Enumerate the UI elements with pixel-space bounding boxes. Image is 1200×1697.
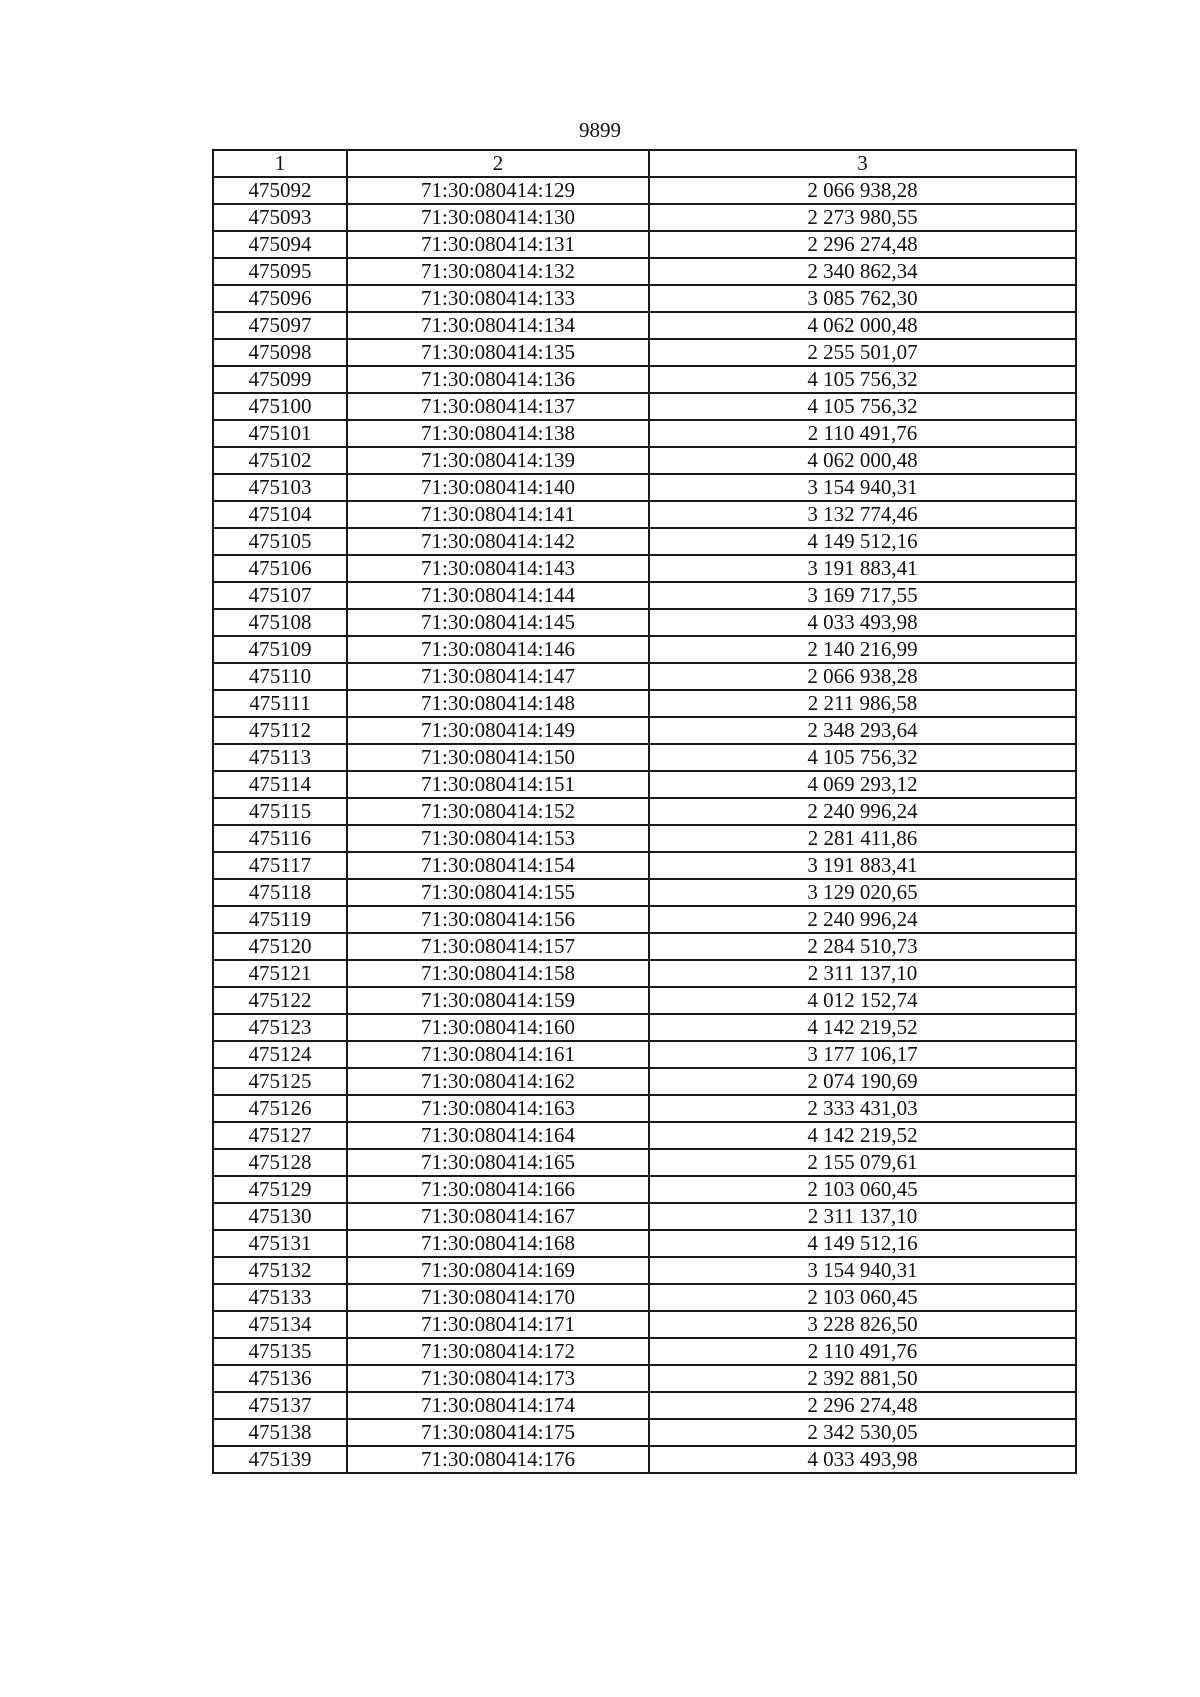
cadastral-value-table — [212, 149, 1077, 1474]
cadastral-value-cell: 2 066 938,28 — [649, 663, 1076, 690]
row-number-cell: 475133 — [213, 1284, 347, 1311]
cadastral-value-cell: 2 311 137,10 — [649, 960, 1076, 987]
row-number-cell: 475096 — [213, 285, 347, 312]
cadastral-number-cell: 71:30:080414:156 — [347, 906, 649, 933]
cadastral-number-cell: 71:30:080414:165 — [347, 1149, 649, 1176]
cadastral-number-cell: 71:30:080414:174 — [347, 1392, 649, 1419]
cadastral-number-cell: 71:30:080414:147 — [347, 663, 649, 690]
row-number-cell: 475123 — [213, 1014, 347, 1041]
table-row — [213, 960, 1076, 987]
row-number-cell: 475127 — [213, 1122, 347, 1149]
cadastral-number-cell: 71:30:080414:152 — [347, 798, 649, 825]
table-row — [213, 447, 1076, 474]
table-row — [213, 636, 1076, 663]
cadastral-number-cell: 71:30:080414:134 — [347, 312, 649, 339]
cadastral-value-cell: 2 255 501,07 — [649, 339, 1076, 366]
cadastral-value-cell: 3 129 020,65 — [649, 879, 1076, 906]
cadastral-number-cell: 71:30:080414:173 — [347, 1365, 649, 1392]
table-body — [213, 150, 1076, 1473]
table-row — [213, 1257, 1076, 1284]
cadastral-value-cell: 2 140 216,99 — [649, 636, 1076, 663]
cadastral-value-cell: 4 142 219,52 — [649, 1122, 1076, 1149]
cadastral-number-cell: 71:30:080414:176 — [347, 1446, 649, 1473]
table-row — [213, 1365, 1076, 1392]
row-number-cell: 475111 — [213, 690, 347, 717]
cadastral-value-cell: 2 110 491,76 — [649, 1338, 1076, 1365]
cadastral-number-cell: 71:30:080414:153 — [347, 825, 649, 852]
cadastral-number-cell: 71:30:080414:140 — [347, 474, 649, 501]
cadastral-number-cell: 71:30:080414:170 — [347, 1284, 649, 1311]
table-row — [213, 1041, 1076, 1068]
table-row — [213, 1419, 1076, 1446]
cadastral-number-cell: 71:30:080414:143 — [347, 555, 649, 582]
table-row — [213, 285, 1076, 312]
cadastral-value-cell: 4 033 493,98 — [649, 609, 1076, 636]
table-row — [213, 933, 1076, 960]
row-number-cell: 475110 — [213, 663, 347, 690]
cadastral-number-cell: 71:30:080414:160 — [347, 1014, 649, 1041]
table-row — [213, 1176, 1076, 1203]
table-row — [213, 1095, 1076, 1122]
cadastral-number-cell: 71:30:080414:162 — [347, 1068, 649, 1095]
table-row — [213, 879, 1076, 906]
cadastral-number-cell: 71:30:080414:157 — [347, 933, 649, 960]
cadastral-number-cell: 71:30:080414:169 — [347, 1257, 649, 1284]
cadastral-value-cell: 4 012 152,74 — [649, 987, 1076, 1014]
cadastral-value-cell: 2 281 411,86 — [649, 825, 1076, 852]
cadastral-number-cell: 71:30:080414:164 — [347, 1122, 649, 1149]
table-row — [213, 312, 1076, 339]
table-row — [213, 555, 1076, 582]
table-row — [213, 717, 1076, 744]
table-row — [213, 1203, 1076, 1230]
cadastral-number-cell: 71:30:080414:133 — [347, 285, 649, 312]
cadastral-value-cell: 2 211 986,58 — [649, 690, 1076, 717]
column-header-1: 1 — [213, 150, 347, 177]
cadastral-number-cell: 71:30:080414:129 — [347, 177, 649, 204]
table-row — [213, 906, 1076, 933]
cadastral-value-cell: 4 105 756,32 — [649, 366, 1076, 393]
cadastral-value-cell: 4 033 493,98 — [649, 1446, 1076, 1473]
row-number-cell: 475116 — [213, 825, 347, 852]
cadastral-value-cell: 3 191 883,41 — [649, 852, 1076, 879]
table-row — [213, 690, 1076, 717]
cadastral-number-cell: 71:30:080414:145 — [347, 609, 649, 636]
row-number-cell: 475103 — [213, 474, 347, 501]
cadastral-value-cell: 2 155 079,61 — [649, 1149, 1076, 1176]
cadastral-value-cell: 3 191 883,41 — [649, 555, 1076, 582]
table-row — [213, 393, 1076, 420]
cadastral-value-cell: 2 273 980,55 — [649, 204, 1076, 231]
row-number-cell: 475115 — [213, 798, 347, 825]
cadastral-value-cell: 3 228 826,50 — [649, 1311, 1076, 1338]
cadastral-value-cell: 4 105 756,32 — [649, 393, 1076, 420]
table-row — [213, 1230, 1076, 1257]
cadastral-number-cell: 71:30:080414:158 — [347, 960, 649, 987]
cadastral-number-cell: 71:30:080414:172 — [347, 1338, 649, 1365]
table-row — [213, 420, 1076, 447]
row-number-cell: 475124 — [213, 1041, 347, 1068]
cadastral-number-cell: 71:30:080414:139 — [347, 447, 649, 474]
cadastral-value-cell: 2 284 510,73 — [649, 933, 1076, 960]
table-row — [213, 582, 1076, 609]
cadastral-value-cell: 3 132 774,46 — [649, 501, 1076, 528]
cadastral-number-cell: 71:30:080414:154 — [347, 852, 649, 879]
page-number: 9899 — [579, 118, 621, 142]
cadastral-value-cell: 2 340 862,34 — [649, 258, 1076, 285]
row-number-cell: 475130 — [213, 1203, 347, 1230]
cadastral-number-cell: 71:30:080414:137 — [347, 393, 649, 420]
row-number-cell: 475132 — [213, 1257, 347, 1284]
row-number-cell: 475135 — [213, 1338, 347, 1365]
row-number-cell: 475126 — [213, 1095, 347, 1122]
table-row — [213, 1446, 1076, 1473]
table-row — [213, 825, 1076, 852]
cadastral-value-cell: 2 311 137,10 — [649, 1203, 1076, 1230]
cadastral-number-cell: 71:30:080414:144 — [347, 582, 649, 609]
cadastral-value-cell: 2 333 431,03 — [649, 1095, 1076, 1122]
cadastral-number-cell: 71:30:080414:131 — [347, 231, 649, 258]
row-number-cell: 475125 — [213, 1068, 347, 1095]
cadastral-number-cell: 71:30:080414:175 — [347, 1419, 649, 1446]
table-row — [213, 744, 1076, 771]
table-row — [213, 663, 1076, 690]
table-row — [213, 366, 1076, 393]
cadastral-value-cell: 3 154 940,31 — [649, 474, 1076, 501]
cadastral-number-cell: 71:30:080414:149 — [347, 717, 649, 744]
cadastral-value-cell: 2 110 491,76 — [649, 420, 1076, 447]
row-number-cell: 475138 — [213, 1419, 347, 1446]
table-row — [213, 609, 1076, 636]
cadastral-number-cell: 71:30:080414:138 — [347, 420, 649, 447]
table-row — [213, 177, 1076, 204]
row-number-cell: 475092 — [213, 177, 347, 204]
cadastral-number-cell: 71:30:080414:146 — [347, 636, 649, 663]
row-number-cell: 475114 — [213, 771, 347, 798]
table-row — [213, 231, 1076, 258]
table-row — [213, 1338, 1076, 1365]
cadastral-value-cell: 2 240 996,24 — [649, 906, 1076, 933]
cadastral-value-cell: 4 062 000,48 — [649, 312, 1076, 339]
row-number-cell: 475113 — [213, 744, 347, 771]
table-row — [213, 1284, 1076, 1311]
row-number-cell: 475121 — [213, 960, 347, 987]
row-number-cell: 475105 — [213, 528, 347, 555]
cadastral-value-cell: 3 154 940,31 — [649, 1257, 1076, 1284]
cadastral-value-cell: 2 066 938,28 — [649, 177, 1076, 204]
cadastral-number-cell: 71:30:080414:155 — [347, 879, 649, 906]
cadastral-value-cell: 4 142 219,52 — [649, 1014, 1076, 1041]
row-number-cell: 475136 — [213, 1365, 347, 1392]
table-row — [213, 528, 1076, 555]
row-number-cell: 475093 — [213, 204, 347, 231]
cadastral-value-cell: 2 296 274,48 — [649, 231, 1076, 258]
table-header-row — [213, 150, 1076, 177]
table-row — [213, 258, 1076, 285]
cadastral-number-cell: 71:30:080414:142 — [347, 528, 649, 555]
column-header-2: 2 — [347, 150, 649, 177]
table-row — [213, 204, 1076, 231]
row-number-cell: 475107 — [213, 582, 347, 609]
row-number-cell: 475131 — [213, 1230, 347, 1257]
row-number-cell: 475118 — [213, 879, 347, 906]
cadastral-value-cell: 3 085 762,30 — [649, 285, 1076, 312]
row-number-cell: 475094 — [213, 231, 347, 258]
row-number-cell: 475106 — [213, 555, 347, 582]
table-row — [213, 1014, 1076, 1041]
cadastral-number-cell: 71:30:080414:135 — [347, 339, 649, 366]
table-row — [213, 1149, 1076, 1176]
row-number-cell: 475128 — [213, 1149, 347, 1176]
cadastral-value-cell: 4 105 756,32 — [649, 744, 1076, 771]
row-number-cell: 475099 — [213, 366, 347, 393]
row-number-cell: 475095 — [213, 258, 347, 285]
row-number-cell: 475139 — [213, 1446, 347, 1473]
cadastral-number-cell: 71:30:080414:150 — [347, 744, 649, 771]
cadastral-value-cell: 4 062 000,48 — [649, 447, 1076, 474]
cadastral-number-cell: 71:30:080414:166 — [347, 1176, 649, 1203]
table-row — [213, 852, 1076, 879]
row-number-cell: 475129 — [213, 1176, 347, 1203]
row-number-cell: 475102 — [213, 447, 347, 474]
row-number-cell: 475119 — [213, 906, 347, 933]
row-number-cell: 475122 — [213, 987, 347, 1014]
cadastral-number-cell: 71:30:080414:159 — [347, 987, 649, 1014]
table-row — [213, 771, 1076, 798]
cadastral-value-cell: 2 392 881,50 — [649, 1365, 1076, 1392]
table-row — [213, 474, 1076, 501]
table-row — [213, 1311, 1076, 1338]
cadastral-value-cell: 2 074 190,69 — [649, 1068, 1076, 1095]
cadastral-number-cell: 71:30:080414:148 — [347, 690, 649, 717]
row-number-cell: 475134 — [213, 1311, 347, 1338]
row-number-cell: 475109 — [213, 636, 347, 663]
row-number-cell: 475108 — [213, 609, 347, 636]
row-number-cell: 475104 — [213, 501, 347, 528]
cadastral-value-cell: 3 177 106,17 — [649, 1041, 1076, 1068]
cadastral-value-cell: 3 169 717,55 — [649, 582, 1076, 609]
row-number-cell: 475098 — [213, 339, 347, 366]
cadastral-number-cell: 71:30:080414:171 — [347, 1311, 649, 1338]
table-row — [213, 798, 1076, 825]
cadastral-value-cell: 2 342 530,05 — [649, 1419, 1076, 1446]
cadastral-value-cell: 4 149 512,16 — [649, 1230, 1076, 1257]
cadastral-number-cell: 71:30:080414:163 — [347, 1095, 649, 1122]
column-header-3: 3 — [649, 150, 1076, 177]
table-row — [213, 501, 1076, 528]
cadastral-value-cell: 4 069 293,12 — [649, 771, 1076, 798]
cadastral-number-cell: 71:30:080414:136 — [347, 366, 649, 393]
row-number-cell: 475097 — [213, 312, 347, 339]
row-number-cell: 475100 — [213, 393, 347, 420]
table-row — [213, 1392, 1076, 1419]
cadastral-value-cell: 2 240 996,24 — [649, 798, 1076, 825]
table-row — [213, 339, 1076, 366]
row-number-cell: 475101 — [213, 420, 347, 447]
cadastral-value-cell: 2 296 274,48 — [649, 1392, 1076, 1419]
cadastral-number-cell: 71:30:080414:168 — [347, 1230, 649, 1257]
row-number-cell: 475137 — [213, 1392, 347, 1419]
table-row — [213, 987, 1076, 1014]
cadastral-value-cell: 2 103 060,45 — [649, 1176, 1076, 1203]
row-number-cell: 475117 — [213, 852, 347, 879]
cadastral-number-cell: 71:30:080414:161 — [347, 1041, 649, 1068]
cadastral-value-cell: 2 348 293,64 — [649, 717, 1076, 744]
row-number-cell: 475120 — [213, 933, 347, 960]
cadastral-value-cell: 4 149 512,16 — [649, 528, 1076, 555]
table-row — [213, 1068, 1076, 1095]
table-row — [213, 1122, 1076, 1149]
cadastral-number-cell: 71:30:080414:130 — [347, 204, 649, 231]
cadastral-number-cell: 71:30:080414:151 — [347, 771, 649, 798]
cadastral-value-cell: 2 103 060,45 — [649, 1284, 1076, 1311]
cadastral-number-cell: 71:30:080414:132 — [347, 258, 649, 285]
cadastral-number-cell: 71:30:080414:141 — [347, 501, 649, 528]
row-number-cell: 475112 — [213, 717, 347, 744]
cadastral-number-cell: 71:30:080414:167 — [347, 1203, 649, 1230]
